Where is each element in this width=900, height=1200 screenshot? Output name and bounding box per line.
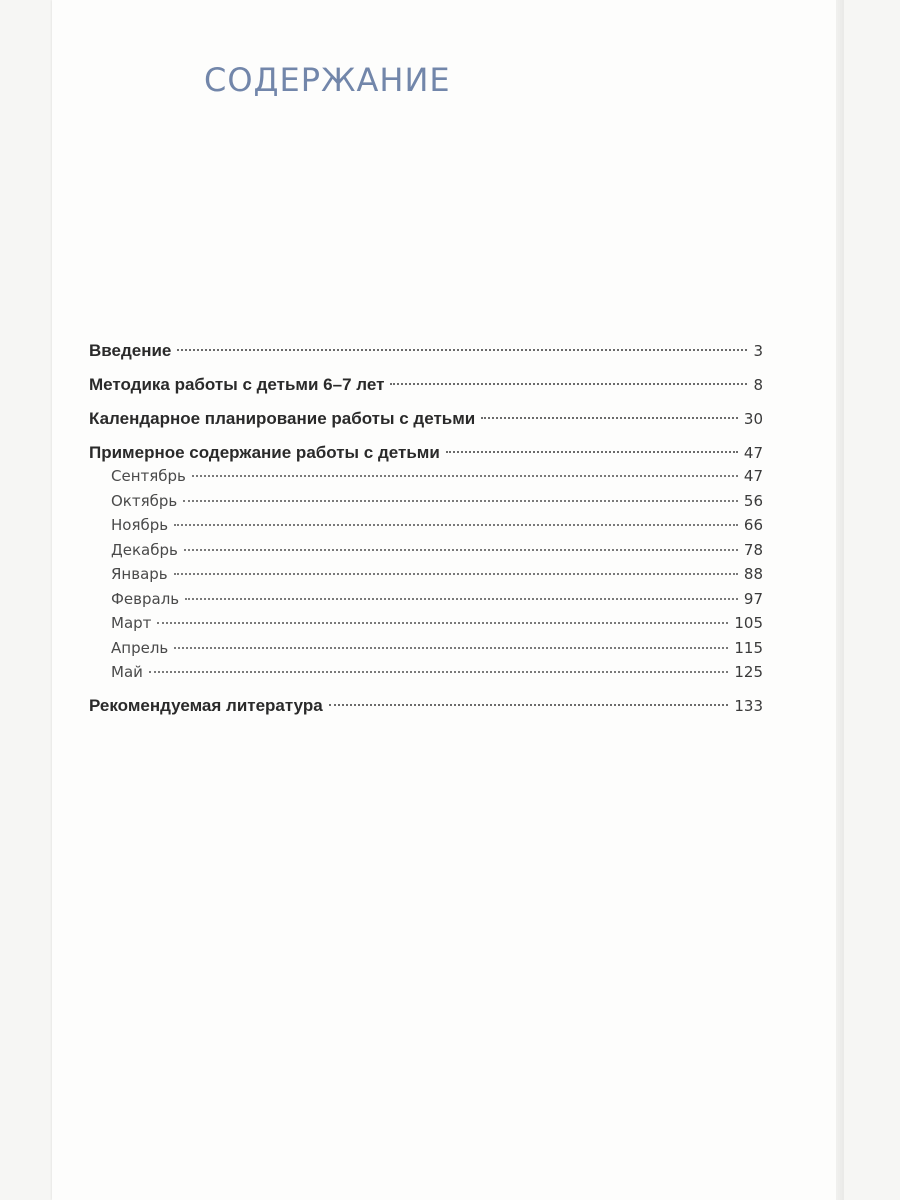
toc-entry-label: Декабрь (111, 540, 178, 559)
dot-leader (329, 704, 729, 706)
toc-page-number: 47 (743, 444, 763, 462)
dot-leader (185, 598, 738, 600)
dot-leader (184, 549, 738, 551)
dot-leader (174, 647, 728, 649)
toc-entry-label: Январь (111, 565, 168, 583)
toc-page-number: 30 (743, 410, 763, 428)
toc-entry-label: Февраль (111, 589, 180, 608)
dot-leader (177, 349, 747, 351)
toc-subentry-month (89, 611, 763, 636)
toc-subentry-month (89, 562, 763, 587)
dot-leader (157, 622, 728, 624)
toc-subentry-month (89, 636, 763, 661)
toc-page-number: 47 (743, 467, 763, 485)
dot-leader (174, 573, 738, 575)
toc-page-number: 8 (753, 376, 763, 394)
toc-subentry-month (89, 587, 763, 612)
toc-entry-label: Методика работы с детьми 6–7 лет (89, 375, 385, 394)
toc-entry-intro (89, 334, 763, 368)
toc-entry-label: Календарное планирование работы с детьми (89, 409, 476, 428)
toc-page-number: 3 (753, 342, 763, 360)
toc-entry-label: Примерное содержание работы с детьми (89, 443, 440, 462)
toc-page-number: 56 (743, 491, 763, 510)
toc-subentry-month (89, 489, 763, 514)
toc-page-number: 133 (734, 696, 763, 715)
toc-entry-label: Введение (89, 341, 172, 360)
toc-entry-method (89, 368, 763, 402)
toc-page-number: 88 (743, 565, 763, 583)
toc-page-number: 125 (734, 663, 763, 681)
dot-leader (149, 671, 728, 673)
page-edge-shadow (836, 0, 844, 1200)
toc-page-number: 105 (734, 614, 763, 632)
toc-entry-label: Март (111, 614, 152, 632)
dot-leader (183, 500, 738, 502)
toc-entry-label: Рекомендуемая литература (89, 695, 323, 715)
toc-entry-label: Апрель (111, 638, 169, 657)
dot-leader (446, 451, 738, 453)
toc-entry-label: Май (111, 663, 143, 681)
dot-leader (481, 417, 738, 419)
dot-leader (192, 475, 738, 477)
toc-entry-literature (89, 689, 763, 723)
toc-entry-label: Сентябрь (111, 467, 186, 485)
toc-subentry-month (89, 538, 763, 563)
dot-leader (390, 383, 747, 385)
toc-page-number: 97 (743, 589, 763, 608)
toc-subentry-month (89, 513, 763, 538)
dot-leader (174, 524, 738, 526)
toc-entry-label: Ноябрь (111, 516, 169, 534)
toc-page-number: 115 (734, 638, 763, 657)
toc-page-number: 66 (743, 516, 763, 534)
toc-subentry-month (89, 660, 763, 685)
toc-page-number: 78 (743, 540, 763, 559)
table-of-contents (89, 334, 763, 723)
toc-entry-label: Октябрь (111, 491, 178, 510)
toc-entry-calendar (89, 402, 763, 436)
page-title: СОДЕРЖАНИЕ (204, 61, 451, 99)
